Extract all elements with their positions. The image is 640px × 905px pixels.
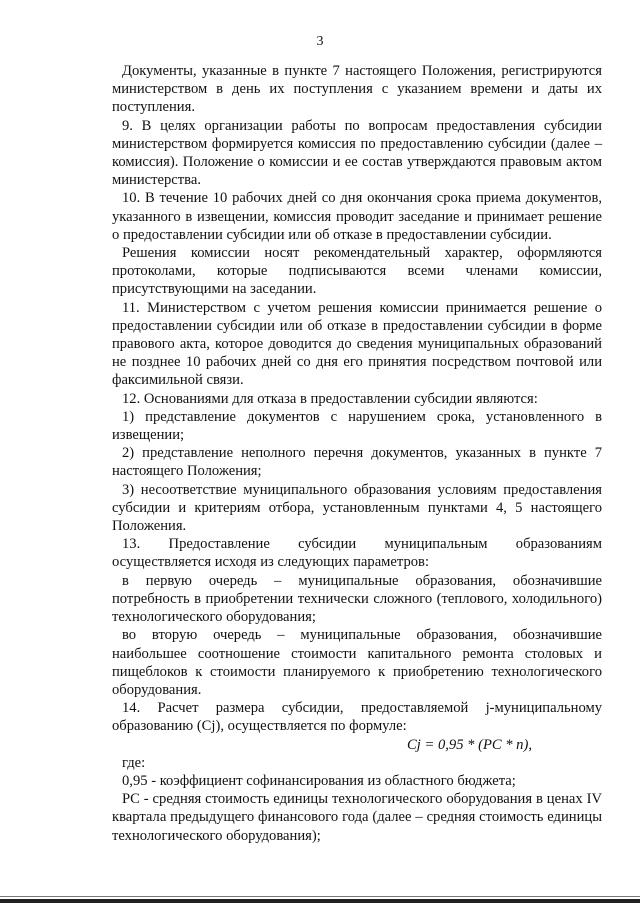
page-number: 3 xyxy=(316,34,324,49)
paragraph: Документы, указанные в пункте 7 настоящего Положения, регистрируются министерством в день их поступления с указанием времени и даты их поступления. xyxy=(112,63,602,116)
paragraph: 12. Основаниями для отказа в предоставлении субсидии являются: xyxy=(122,390,538,407)
definition: PC - средняя стоимость единицы технологического оборудования в ценах IV квартала предыдущего финансового года (далее – средняя стоимость единицы технологического оборудования); xyxy=(112,791,602,844)
paragraph: 1) представление документов с нарушением срока, установленного в извещении; xyxy=(112,408,602,444)
where-label: где: xyxy=(122,754,146,771)
paragraph: Решения комиссии носят рекомендательный характер, оформляются протоколами, которые подписываются всеми членами комиссии, присутствующими на заседании. xyxy=(112,245,602,298)
definition: 0,95 - коэффициент софинансирования из областного бюджета; xyxy=(122,772,516,789)
formula-text: Cj = 0,95 * (PC * n), xyxy=(407,736,532,753)
formula xyxy=(112,736,602,754)
paragraph: 11. Министерством с учетом решения комиссии принимается решение о предоставлении субсидии или об отказе в предоставлении субсидии в форме правового акта, которое доводится до сведения муниципальных образований не позднее 10 рабочих дней со дня его принятия посредством почтовой или факсимильной связи. xyxy=(112,299,602,389)
paragraph: 2) представление неполного перечня документов, указанных в пункте 7 настоящего Положения; xyxy=(112,445,602,480)
scan-edge-line xyxy=(0,896,640,897)
scan-bottom-border xyxy=(0,899,640,903)
paragraph: 13. Предоставление субсидии муниципальным образованиям осуществляется исходя из следующих параметров: xyxy=(112,536,602,571)
paragraph: 9. В целях организации работы по вопросам предоставления субсидии министерством формируется комиссия по предоставлению субсидии (далее – комиссия). Положение о комиссии и ее состав утверждаются правовым актом министерства. xyxy=(112,117,602,189)
document-body xyxy=(112,62,602,845)
paragraph: в первую очередь – муниципальные образования, обозначившие потребность в приобретении технически сложного (теплового, холодильного) технологического оборудования; xyxy=(112,572,602,626)
paragraph: во вторую очередь – муниципальные образования, обозначившие наибольшее соотношение стоимости капитального ремонта столовых и пищеблоков к стоимости планируемого к приобретению технологического оборудования. xyxy=(112,627,602,698)
paragraph: 3) несоответствие муниципального образования условиям предоставления субсидии и критериям отбора, установленным пунктами 4, 5 настоящего Положения. xyxy=(112,481,602,535)
paragraph: 14. Расчет размера субсидии, предоставляемой j-муниципальному образованию (Cj), осуществляется по формуле: xyxy=(112,700,602,735)
paragraph: 10. В течение 10 рабочих дней со дня окончания срока приема документов, указанного в извещении, комиссия проводит заседание и принимает решение о предоставлении субсидии или об отказе в предоставлении субсидии. xyxy=(112,190,602,243)
